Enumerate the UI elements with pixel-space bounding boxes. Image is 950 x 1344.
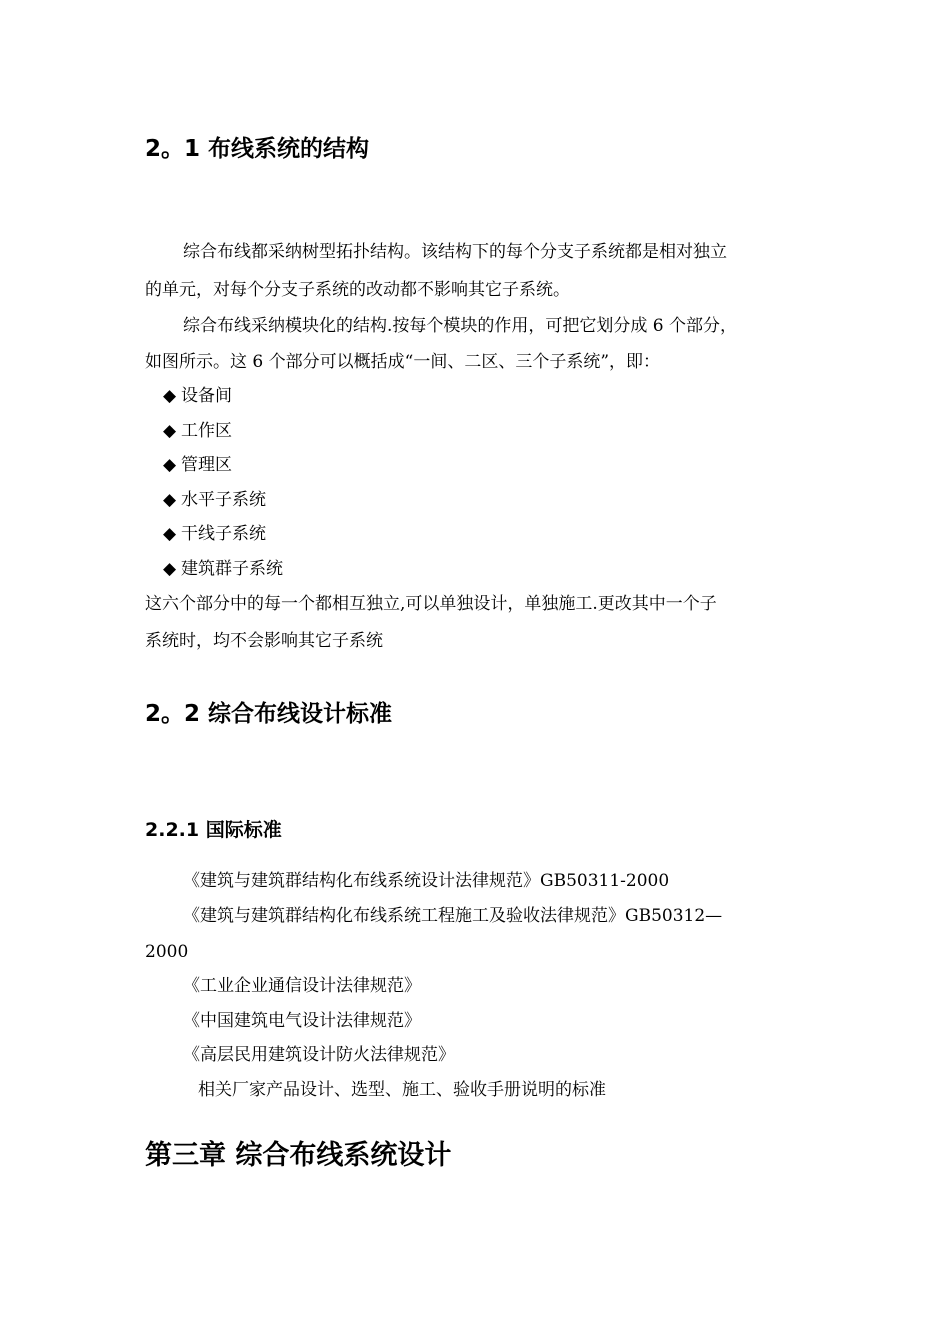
- diamond-bullet-icon: ◆: [163, 455, 177, 475]
- diamond-bullet-icon: ◆: [163, 524, 177, 544]
- paragraph-line: 的单元，对每个分支子系统的改动都不影响其它子系统。: [145, 280, 570, 300]
- standard-item: 《建筑与建筑群结构化布线系统工程施工及验收法律规范》GB50312—: [183, 906, 723, 926]
- paragraph-line: 综合布线都采纳树型拓扑结构。该结构下的每个分支子系统都是相对独立: [183, 242, 727, 262]
- bullet-item: [163, 488, 266, 512]
- bullet-text: 工作区: [181, 421, 232, 441]
- diamond-bullet-icon: ◆: [163, 559, 177, 579]
- standard-item: 相关厂家产品设计、选型、施工、验收手册说明的标准: [198, 1080, 606, 1100]
- section-heading-2-2: 2。2 综合布线设计标准: [145, 701, 393, 727]
- bullet-text: 设备间: [181, 386, 232, 406]
- bullet-text: 建筑群子系统: [181, 559, 283, 579]
- bullet-item: [163, 453, 232, 477]
- standard-item: 《工业企业通信设计法律规范》: [183, 976, 421, 996]
- paragraph-line: 系统时，均不会影响其它子系统: [145, 631, 383, 651]
- paragraph-line: 综合布线采纳模块化的结构.按每个模块的作用，可把它划分成 6 个部分，: [183, 316, 738, 336]
- paragraph-line: 这六个部分中的每一个都相互独立,可以单独设计，单独施工.更改其中一个子: [145, 594, 717, 614]
- standard-item-continuation: 2000: [145, 942, 189, 962]
- section-heading-2-1: 2。1 布线系统的结构: [145, 136, 370, 162]
- bullet-item: [163, 419, 232, 443]
- subsection-heading-2-2-1: 2.2.1 国际标准: [145, 819, 282, 841]
- bullet-item: [163, 557, 283, 581]
- bullet-item: [163, 384, 232, 408]
- diamond-bullet-icon: ◆: [163, 386, 177, 406]
- standard-item: 《中国建筑电气设计法律规范》: [183, 1011, 421, 1031]
- bullet-text: 干线子系统: [181, 524, 266, 544]
- bullet-text: 水平子系统: [181, 490, 266, 510]
- standard-item: 《高层民用建筑设计防火法律规范》: [183, 1045, 455, 1065]
- paragraph-line: 如图所示。这 6 个部分可以概括成“一间、二区、三个子系统”，即：: [145, 352, 661, 372]
- standard-item: 《建筑与建筑群结构化布线系统设计法律规范》GB50311-2000: [183, 871, 670, 891]
- diamond-bullet-icon: ◆: [163, 490, 177, 510]
- chapter-heading-3: 第三章 综合布线系统设计: [145, 1140, 452, 1171]
- bullet-item: [163, 522, 266, 546]
- diamond-bullet-icon: ◆: [163, 421, 177, 441]
- bullet-text: 管理区: [181, 455, 232, 475]
